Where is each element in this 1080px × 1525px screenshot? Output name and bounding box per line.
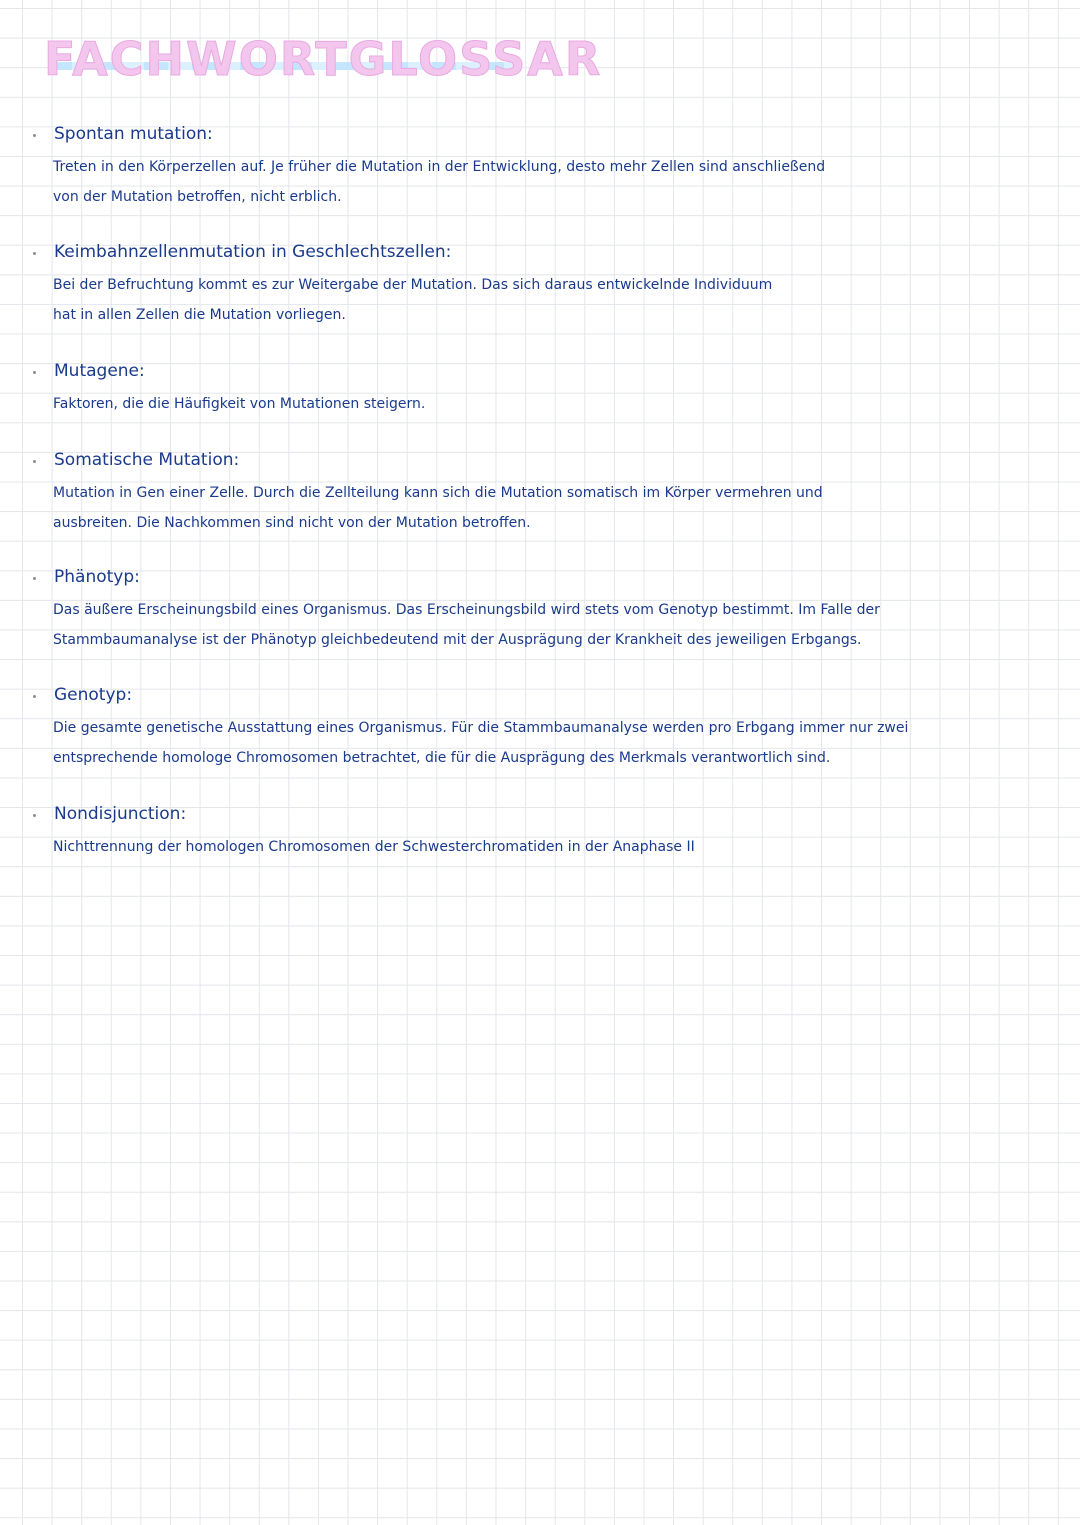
- glossary-definition: [53, 390, 1033, 420]
- bullet-dot: [33, 371, 36, 374]
- glossary-definition: [53, 596, 1033, 655]
- definition-line: Nichttrennung der homologen Chromosomen der Schwesterchromatiden in der Anaphase II: [53, 839, 695, 855]
- glossary-term: Nondisjunction:: [54, 804, 187, 824]
- definition-line: Mutation in Gen einer Zelle. Durch die Zellteilung kann sich die Mutation somatisch im Körper vermehren und: [53, 485, 823, 501]
- bullet-dot: [33, 460, 36, 463]
- bullet-dot: [33, 814, 36, 817]
- definition-line: von der Mutation betroffen, nicht erblich.: [53, 188, 342, 205]
- glossary-definition: [53, 833, 1033, 863]
- bullet-dot: [33, 577, 36, 580]
- page-title: FACHWORTGLOSSAR: [44, 32, 603, 86]
- definition-line: ausbreiten. Die Nachkommen sind nicht von der Mutation betroffen.: [53, 514, 531, 531]
- definition-line: Treten in den Körperzellen auf. Je früher die Mutation in der Entwicklung, desto mehr Zellen sind anschließend: [53, 159, 826, 175]
- definition-line: hat in allen Zellen die Mutation vorliegen.: [53, 306, 346, 323]
- glossary-term: Genotyp:: [54, 685, 133, 705]
- bullet-dot: [33, 134, 36, 137]
- bullet-dot: [33, 695, 36, 698]
- glossary-term: Keimbahnzellenmutation in Geschlechtszellen:: [54, 242, 452, 262]
- glossary-definition: [53, 714, 1033, 773]
- glossary-term: Spontan mutation:: [54, 124, 213, 144]
- bullet-dot: [33, 252, 36, 255]
- glossary-definition: [53, 479, 1033, 538]
- glossary-term: Phänotyp:: [54, 567, 140, 587]
- definition-line: Bei der Befruchtung kommt es zur Weitergabe der Mutation. Das sich daraus entwickelnde Individuum: [53, 277, 773, 293]
- definition-line: entsprechende homologe Chromosomen betrachtet, die für die Ausprägung des Merkmals verantwortlich sind.: [53, 749, 831, 766]
- definition-line: Faktoren, die die Häufigkeit von Mutationen steigern.: [53, 396, 426, 412]
- glossary-definition: [53, 153, 1033, 212]
- definition-line: Das äußere Erscheinungsbild eines Organismus. Das Erscheinungsbild wird stets vom Genotyp bestimmt. Im Falle der: [53, 602, 880, 618]
- glossary-definition: [53, 271, 1033, 330]
- glossary-term: Mutagene:: [54, 361, 145, 381]
- glossary-term: Somatische Mutation:: [54, 450, 240, 470]
- definition-line: Die gesamte genetische Ausstattung eines Organismus. Für die Stammbaumanalyse werden pro Erbgang immer nur zwei: [53, 720, 909, 736]
- definition-line: Stammbaumanalyse ist der Phänotyp gleichbedeutend mit der Ausprägung der Krankheit des jeweiligen Erbgangs.: [53, 631, 862, 648]
